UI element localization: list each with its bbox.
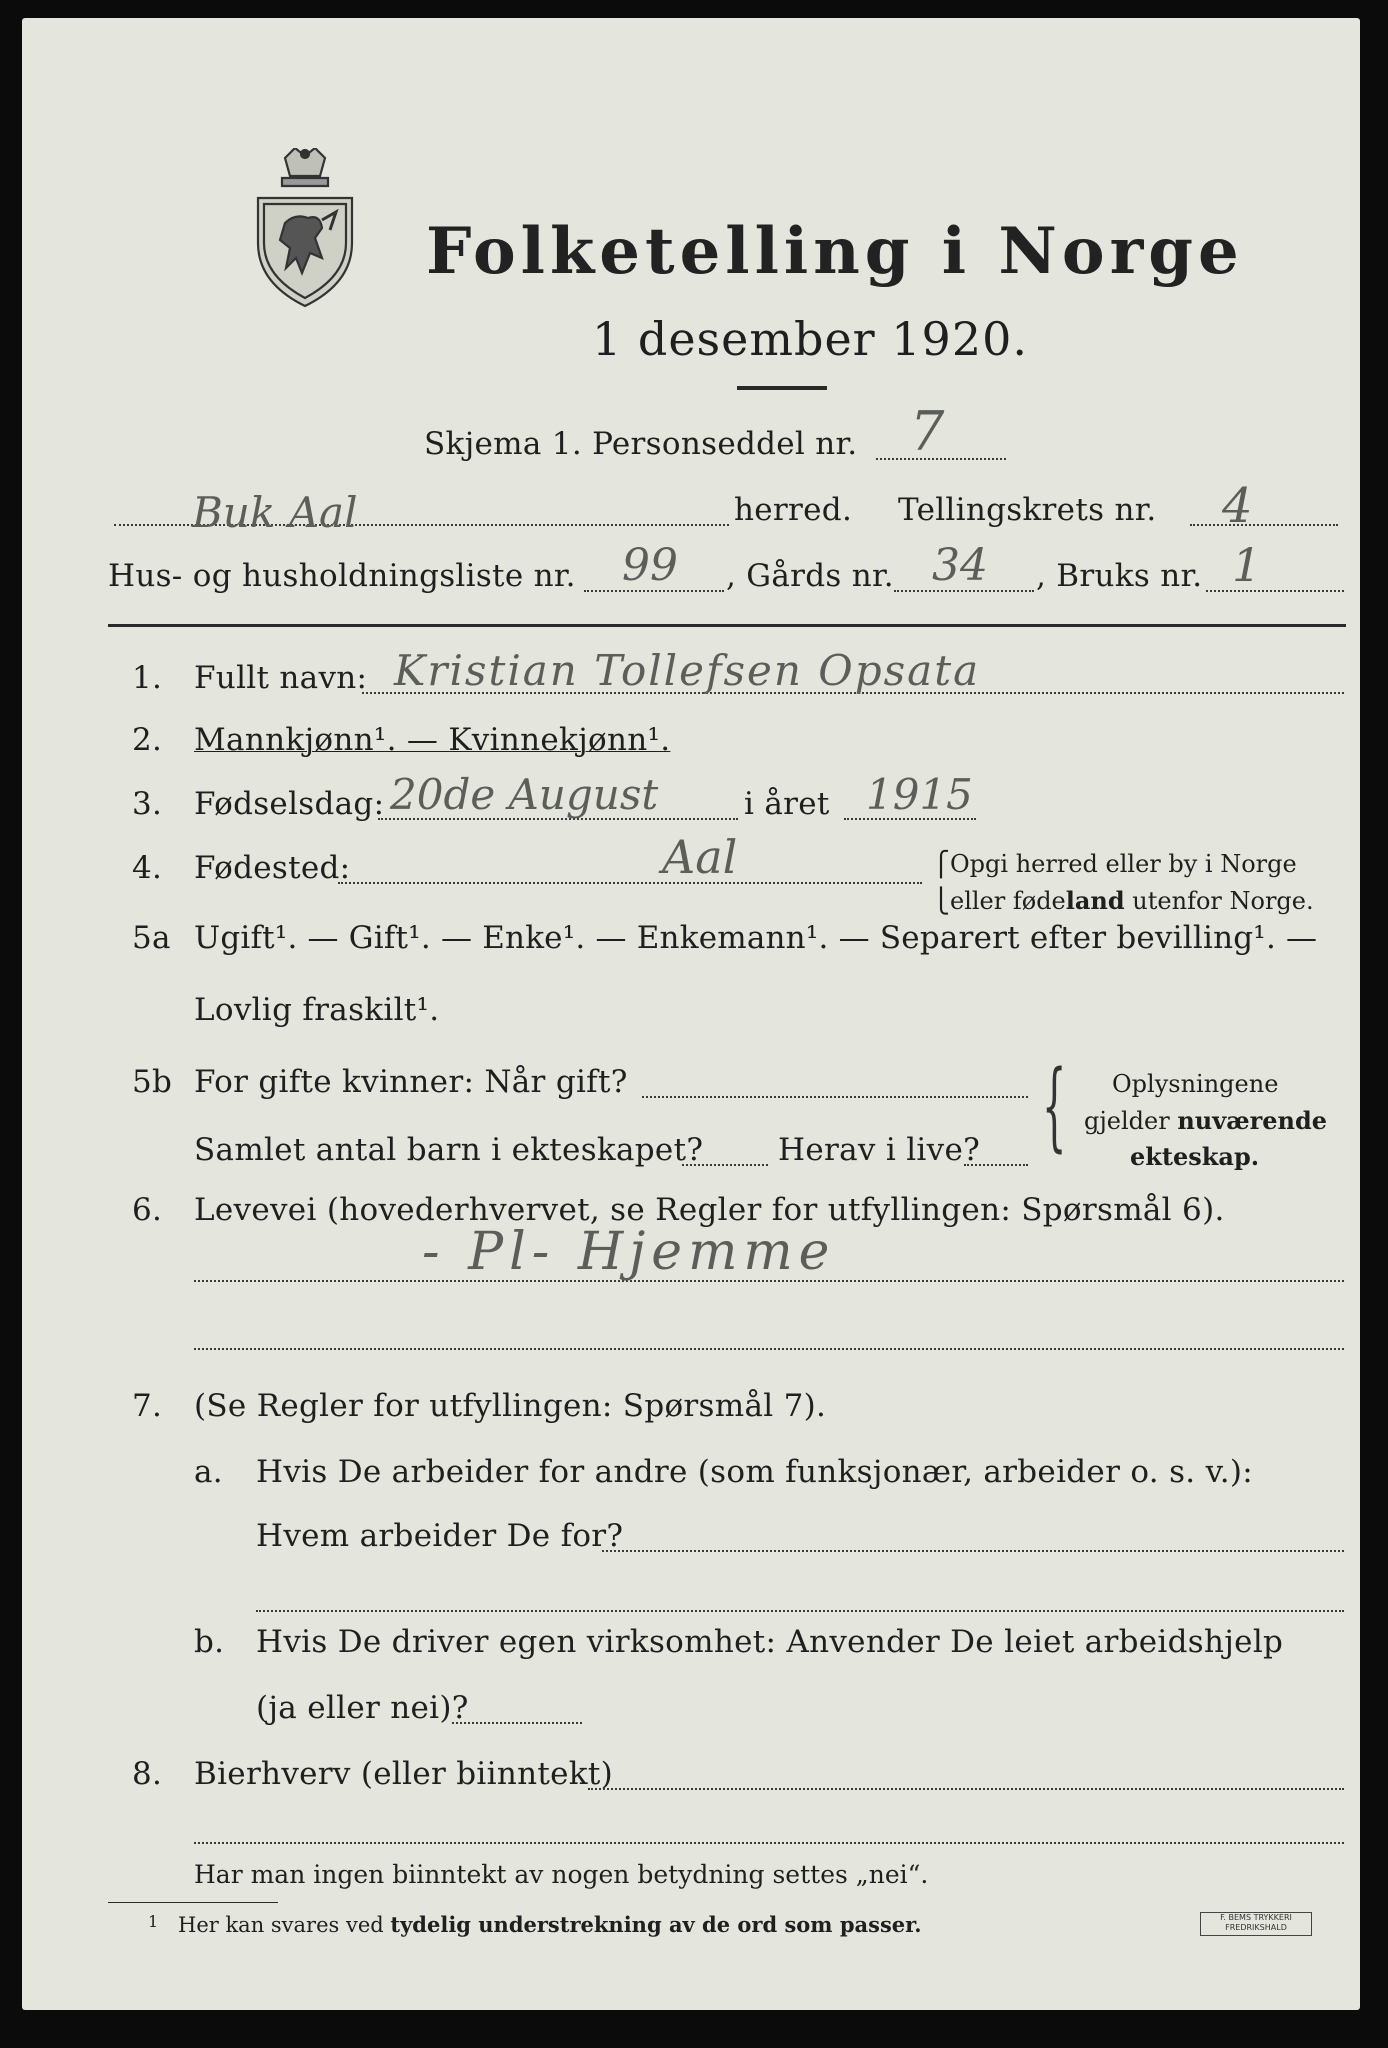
q7b-question: Hvis De driver egen virksomhet: Anvender De leiet arbeidshjelp [256,1624,1284,1660]
printer-stamp: F. BEMS TRYKKERI FREDRIKSHALD [1200,1912,1312,1936]
bruks-value: 1 [1232,538,1262,592]
q5b-alive-line [964,1164,1028,1166]
q2-number: 2. [132,722,163,758]
q1-number: 1. [132,660,163,696]
q6-label: Levevei (hovederhvervet, se Regler for utfyllingen: Spørsmål 6). [194,1192,1225,1228]
birthday-value: 20de August [390,770,659,819]
bruks-label: , Bruks nr. [1036,558,1203,594]
footnote-rule [108,1902,278,1903]
tellingskrets-label: Tellingskrets nr. [898,492,1157,528]
q8-number: 8. [132,1756,163,1792]
birthplace-value: Aal [662,830,738,884]
form-title: Folketelling i Norge [426,214,1244,289]
q3-year-label: i året [744,786,830,822]
herred-value: Buk Aal [192,488,358,537]
q7-label: (Se Regler for utfyllingen: Spørsmål 7). [194,1388,827,1424]
q5b-note1: Oplysningene [1112,1070,1279,1098]
q5b-note2: gjelder nuværende [1084,1106,1328,1135]
q7a-letter: a. [194,1454,223,1490]
header-rule [108,624,1346,627]
footnote-text: Her kan svares ved tydelig understrekning av de ord som passer. [178,1912,922,1937]
q5b-number: 5b [132,1064,173,1100]
bruks-line [1206,590,1344,592]
occupation-value: - Pl- Hjemme [422,1222,836,1282]
full-name-value: Kristian Tollefsen Opsata [394,646,981,695]
q1-label: Fullt navn: [194,660,368,696]
q5b-note3: ekteskap. [1130,1142,1260,1171]
gards-label: , Gårds nr. [726,558,894,594]
title-divider [737,386,827,390]
q5b-married-when: For gifte kvinner: Når gift? [194,1064,628,1100]
q7a-question: Hvis De arbeider for andre (som funksjonær, arbeider o. s. v.): [256,1454,1254,1490]
q7a-employer-line [602,1550,1344,1552]
q4-number: 4. [132,850,163,886]
q5b-married-line [642,1096,1028,1098]
personseddel-number: 7 [910,400,945,463]
marital-status-options-2: Lovlig fraskilt¹. [194,992,440,1028]
husliste-value: 99 [622,540,678,591]
q8-line1 [588,1788,1344,1790]
q4-note-line2: ⎩eller fødeland utenfor Norge. [932,886,1314,915]
q7-number: 7. [132,1388,163,1424]
q4-label: Fødested: [194,850,351,886]
birth-year-value: 1915 [866,770,973,819]
marital-status-options: Ugift¹. — Gift¹. — Enke¹. — Enkemann¹. — Separert efter bevilling¹. — [194,920,1318,956]
q7b-letter: b. [194,1624,225,1660]
q5b-brace: { [1042,1050,1067,1162]
coat-of-arms-icon [250,148,360,312]
husliste-label: Hus- og husholdningsliste nr. [108,558,576,594]
gards-value: 34 [932,540,988,591]
q5b-children-line [682,1164,768,1166]
tellingskrets-value: 4 [1222,478,1253,534]
schema-label: Skjema 1. Personseddel nr. [424,426,858,462]
q4-line [338,882,922,884]
tellingskrets-line [1190,524,1338,526]
q6-line2 [194,1348,1344,1350]
q5b-alive: Herav i live? [778,1132,981,1168]
q7a-extra-line [256,1610,1344,1612]
footer-note: Har man ingen biinntekt av nogen betydning settes „nei“. [194,1860,929,1889]
q7a-employer: Hvem arbeider De for? [256,1518,624,1554]
herred-label: herred. [734,492,853,528]
q4-note-line1: ⎧Opgi herred eller by i Norge [932,850,1297,878]
q3-label: Fødselsdag: [194,786,385,822]
q6-number: 6. [132,1192,163,1228]
q8-label: Bierhverv (eller biinntekt) [194,1756,614,1792]
q8-line2 [194,1842,1344,1844]
census-form [22,18,1360,2010]
q5a-number: 5a [132,920,171,956]
sex-options: Mannkjønn¹. — Kvinnekjønn¹. [194,722,671,758]
q7b-hired-help: (ja eller nei)? [256,1690,469,1726]
q5b-children: Samlet antal barn i ekteskapet? [194,1132,704,1168]
footnote-mark: 1 [148,1912,159,1931]
q3-number: 3. [132,786,163,822]
form-date: 1 desember 1920. [592,312,1028,366]
q7b-line [452,1722,582,1724]
